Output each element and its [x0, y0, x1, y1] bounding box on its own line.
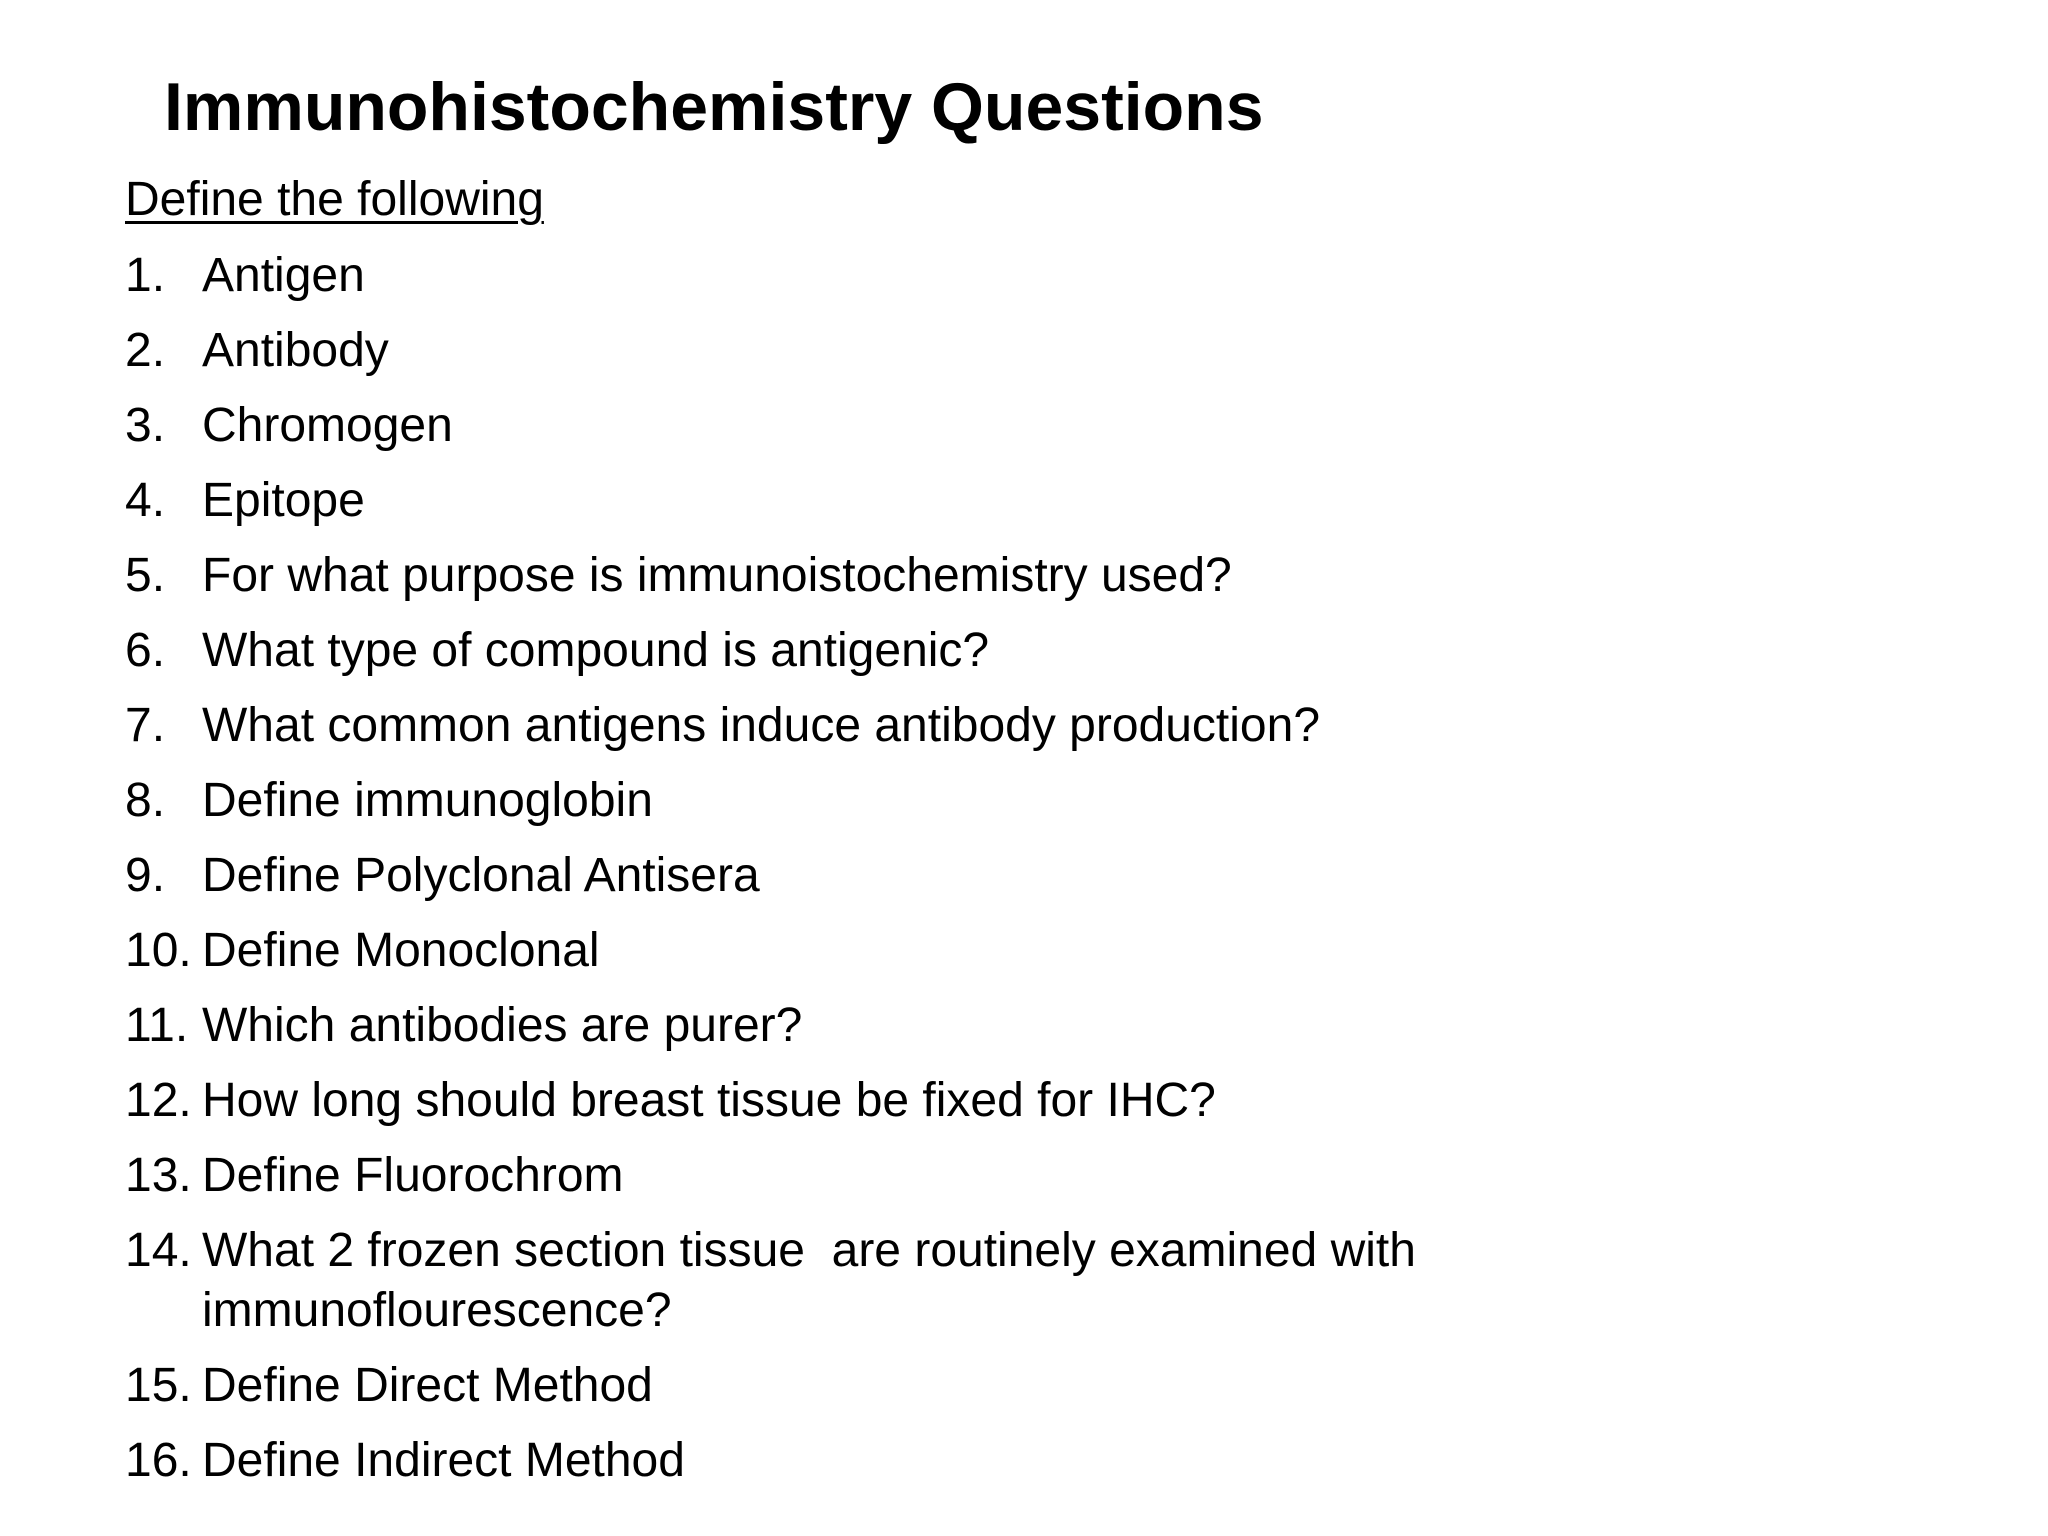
question-number: 11.: [125, 999, 189, 1052]
question-item: [125, 321, 1925, 381]
question-number: 2.: [125, 324, 166, 377]
question-item: [125, 546, 1925, 606]
question-list: [125, 246, 1925, 1506]
question-item: [125, 246, 1925, 306]
question-text: What common antigens induce antibody production?: [202, 699, 1321, 752]
question-text: Chromogen: [202, 399, 453, 452]
question-item: [125, 996, 1925, 1056]
question-number: 7.: [125, 699, 166, 752]
page-title: Immunohistochemistry Questions: [164, 69, 1264, 145]
question-text: Define Fluorochrom: [202, 1149, 624, 1202]
question-text: How long should breast tissue be fixed for IHC?: [202, 1074, 1216, 1127]
question-item: [125, 1221, 1925, 1341]
question-number: 16.: [125, 1434, 192, 1487]
question-item: [125, 1146, 1925, 1206]
question-text: Define immunoglobin: [202, 774, 653, 827]
question-number: 9.: [125, 849, 166, 902]
question-number: 10.: [125, 924, 192, 977]
question-text: Define Direct Method: [202, 1359, 653, 1412]
question-text: Define Monoclonal: [202, 924, 600, 977]
question-item: [125, 696, 1925, 756]
question-item: [125, 846, 1925, 906]
question-text: Define Polyclonal Antisera: [202, 849, 760, 902]
question-item: [125, 1431, 1925, 1491]
question-number: 1.: [125, 249, 166, 302]
question-number: 5.: [125, 549, 166, 602]
question-text: Antigen: [202, 249, 365, 302]
question-number: 13.: [125, 1149, 192, 1202]
question-text: Define Indirect Method: [202, 1434, 685, 1487]
question-number: 3.: [125, 399, 166, 452]
question-number: 15.: [125, 1359, 192, 1412]
question-text: For what purpose is immunoistochemistry used?: [202, 549, 1232, 602]
question-number: 4.: [125, 474, 166, 527]
question-text: What type of compound is antigenic?: [202, 624, 990, 677]
question-item: [125, 771, 1925, 831]
question-number: 12.: [125, 1074, 192, 1127]
question-text: Epitope: [202, 474, 365, 527]
question-number: 8.: [125, 774, 166, 827]
question-text: What 2 frozen section tissue are routinely examined with immunoflourescence?: [202, 1224, 1430, 1337]
question-item: [125, 471, 1925, 531]
question-number: 14.: [125, 1224, 192, 1277]
question-item: [125, 396, 1925, 456]
question-item: [125, 1071, 1925, 1131]
section-heading: Define the following: [125, 173, 544, 226]
question-item: [125, 1356, 1925, 1416]
question-item: [125, 921, 1925, 981]
question-text: Which antibodies are purer?: [202, 999, 803, 1052]
question-text: Antibody: [202, 324, 389, 377]
question-item: [125, 621, 1925, 681]
question-number: 6.: [125, 624, 166, 677]
